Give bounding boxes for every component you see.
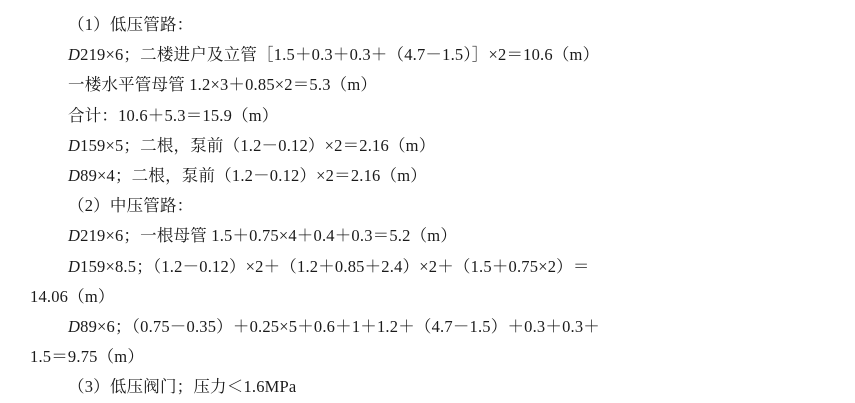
document-line: 14.06（m）	[30, 286, 115, 306]
document-line: （2）中压管路：	[68, 196, 194, 216]
document-line: 合计：10.6＋5.3＝15.9（m）	[68, 105, 279, 125]
document-line: （1）低压管路：	[68, 15, 194, 34]
document-line: 1.5＝9.75（m）	[30, 347, 145, 367]
document-line: D219×6；二楼进户及立管［1.5＋0.3＋0.3＋（4.7－1.5）］×2＝10.6（m）	[68, 45, 600, 65]
document-line: D159×5；二根，泵前（1.2－0.12）×2＝2.16（m）	[68, 135, 436, 155]
document-line: （3）低压阀门；压力＜1.6MPa	[68, 377, 297, 397]
document-line: D89×4；二根，泵前（1.2－0.12）×2＝2.16（m）	[68, 166, 427, 186]
document-line: 一楼水平管母管 1.2×3＋0.85×2＝5.3（m）	[68, 75, 378, 95]
document-line: D89×6；（0.75－0.35）＋0.25×5＋0.6＋1＋1.2＋（4.7－1.5）＋0.3＋0.3＋	[68, 317, 601, 337]
document-line: D219×6；一根母管 1.5＋0.75×4＋0.4＋0.3＝5.2（m）	[68, 226, 458, 246]
document-line: D159×8.5；（1.2－0.12）×2＋（1.2＋0.85＋2.4）×2＋（1.5＋0.75×2）＝	[68, 256, 590, 276]
